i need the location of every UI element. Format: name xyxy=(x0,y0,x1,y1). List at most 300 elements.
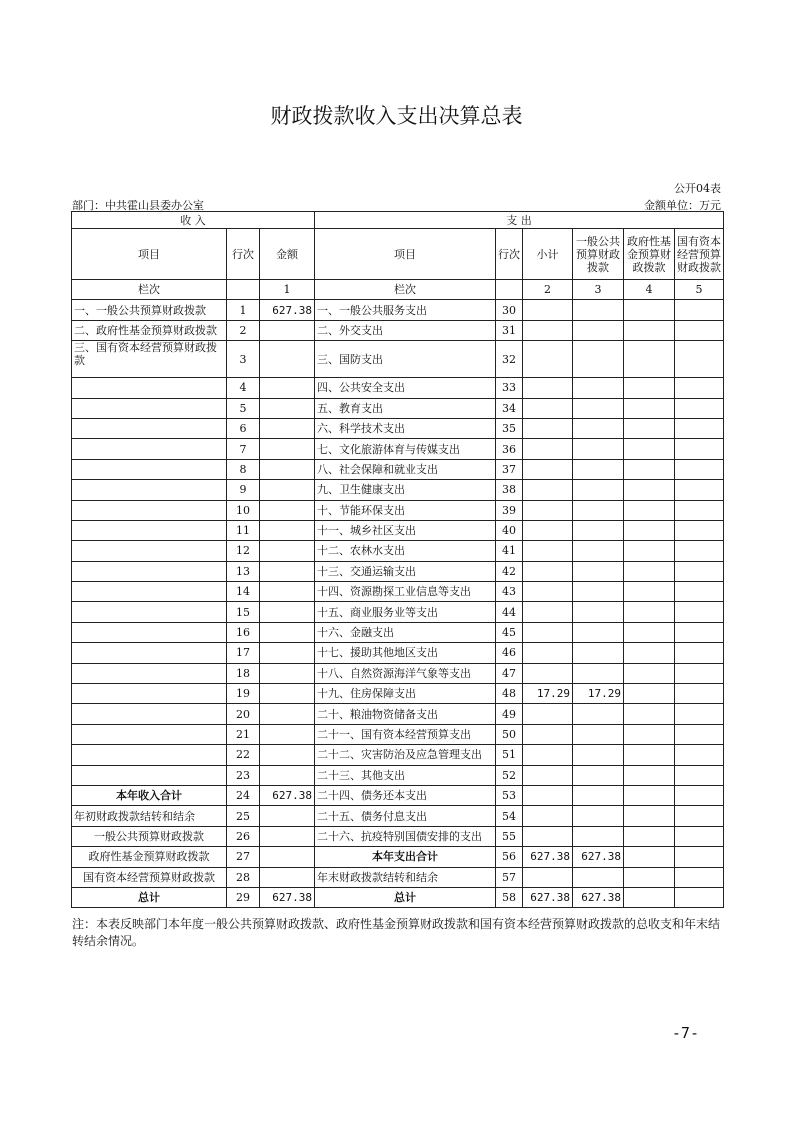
expense-item: 十二、农林水支出 xyxy=(315,541,496,561)
expense-state-capital xyxy=(675,561,724,581)
income-row-no: 10 xyxy=(227,500,260,520)
expense-item: 二十四、债务还本支出 xyxy=(315,785,496,805)
income-item: 一、一般公共预算财政拨款 xyxy=(72,300,227,320)
income-header: 收 入 xyxy=(72,212,315,229)
expense-gov-fund xyxy=(624,806,675,826)
expense-subtotal: 627.38 xyxy=(523,847,573,867)
page-title: 财政拨款收入支出决算总表 xyxy=(270,104,523,128)
expense-general xyxy=(573,500,624,520)
income-row-no: 12 xyxy=(227,541,260,561)
table-row xyxy=(72,341,724,378)
gov-fund-header: 政府性基金预算财政拨款 xyxy=(624,229,675,280)
income-amount xyxy=(260,724,315,744)
expense-row-no: 43 xyxy=(496,582,523,602)
expense-row-no: 35 xyxy=(496,418,523,438)
expense-gov-fund xyxy=(624,622,675,642)
expense-item: 十三、交通运输支出 xyxy=(315,561,496,581)
expense-gov-fund xyxy=(624,561,675,581)
expense-subtotal xyxy=(523,663,573,683)
expense-subtotal xyxy=(523,724,573,744)
expense-state-capital xyxy=(675,826,724,846)
expense-state-capital xyxy=(675,418,724,438)
expense-general xyxy=(573,602,624,622)
income-amount xyxy=(260,765,315,785)
expense-general xyxy=(573,541,624,561)
expense-row-no: 39 xyxy=(496,500,523,520)
income-amount xyxy=(260,459,315,479)
expense-gov-fund xyxy=(624,459,675,479)
expense-row-no: 55 xyxy=(496,826,523,846)
expense-gov-fund xyxy=(624,602,675,622)
footnote: 注：本表反映部门本年度一般公共预算财政拨款、政府性基金预算财政拨款和国有资本经营预算财政拨款的总收支和年末结转结余情况。 xyxy=(72,917,721,948)
income-item: 三、国有资本经营预算财政拨款 xyxy=(72,341,227,378)
table-row xyxy=(72,418,724,438)
income-item xyxy=(72,480,227,500)
expense-gov-fund xyxy=(624,378,675,398)
expense-subtotal xyxy=(523,785,573,805)
expense-subtotal: 17.29 xyxy=(523,684,573,704)
income-item: 年初财政拨款结转和结余 xyxy=(72,806,227,826)
expense-subtotal xyxy=(523,765,573,785)
page-number: -7- xyxy=(671,1024,699,1042)
income-item xyxy=(72,724,227,744)
expense-gov-fund xyxy=(624,826,675,846)
expense-row-no: 38 xyxy=(496,480,523,500)
expense-gov-fund xyxy=(624,300,675,320)
expense-subtotal xyxy=(523,806,573,826)
income-row-no: 29 xyxy=(227,887,260,907)
expense-row-no: 50 xyxy=(496,724,523,744)
income-item xyxy=(72,602,227,622)
expense-state-capital xyxy=(675,300,724,320)
expense-subtotal xyxy=(523,826,573,846)
expense-row-no: 58 xyxy=(496,887,523,907)
col-2: 2 xyxy=(523,280,573,300)
expense-gov-fund xyxy=(624,684,675,704)
table-row xyxy=(72,663,724,683)
income-row-no: 19 xyxy=(227,684,260,704)
expense-item: 总计 xyxy=(315,887,496,907)
expense-general xyxy=(573,724,624,744)
expense-state-capital xyxy=(675,785,724,805)
income-row-no: 5 xyxy=(227,398,260,418)
expense-item: 三、国防支出 xyxy=(315,341,496,378)
expense-gov-fund xyxy=(624,541,675,561)
expense-general xyxy=(573,480,624,500)
income-row-no: 9 xyxy=(227,480,260,500)
income-amount xyxy=(260,320,315,340)
expense-general xyxy=(573,398,624,418)
table-row xyxy=(72,684,724,704)
expense-state-capital xyxy=(675,500,724,520)
expense-gov-fund xyxy=(624,745,675,765)
expense-item: 二十五、债务付息支出 xyxy=(315,806,496,826)
income-row-no: 20 xyxy=(227,704,260,724)
expense-general xyxy=(573,826,624,846)
expense-state-capital xyxy=(675,704,724,724)
income-row-no: 26 xyxy=(227,826,260,846)
expense-item: 年末财政拨款结转和结余 xyxy=(315,867,496,887)
expense-gov-fund xyxy=(624,765,675,785)
income-amount xyxy=(260,561,315,581)
expense-general xyxy=(573,561,624,581)
table-row xyxy=(72,704,724,724)
expense-gov-fund xyxy=(624,500,675,520)
state-capital-header: 国有资本经营预算财政拨款 xyxy=(675,229,724,280)
income-row-no-header: 行次 xyxy=(227,229,260,280)
expense-row-no: 49 xyxy=(496,704,523,724)
expense-gov-fund xyxy=(624,724,675,744)
expense-state-capital xyxy=(675,765,724,785)
table-row xyxy=(72,320,724,340)
expense-row-no: 32 xyxy=(496,341,523,378)
income-row-no: 14 xyxy=(227,582,260,602)
income-row-no: 16 xyxy=(227,622,260,642)
expense-row-no: 36 xyxy=(496,439,523,459)
expense-subtotal xyxy=(523,745,573,765)
expense-item: 八、社会保障和就业支出 xyxy=(315,459,496,479)
income-item: 国有资本经营预算财政拨款 xyxy=(72,867,227,887)
unit-label: 金额单位：万元 xyxy=(644,199,721,212)
income-amount xyxy=(260,480,315,500)
expense-state-capital xyxy=(675,320,724,340)
income-item xyxy=(72,684,227,704)
income-row-no: 1 xyxy=(227,300,260,320)
expense-subtotal xyxy=(523,541,573,561)
expense-subtotal: 627.38 xyxy=(523,887,573,907)
expense-general xyxy=(573,806,624,826)
income-item xyxy=(72,439,227,459)
expense-lanci: 栏次 xyxy=(315,280,496,300)
expense-item: 十、节能环保支出 xyxy=(315,500,496,520)
expense-state-capital xyxy=(675,622,724,642)
income-amount xyxy=(260,500,315,520)
income-amount xyxy=(260,663,315,683)
col-1: 1 xyxy=(260,280,315,300)
expense-item: 十一、城乡社区支出 xyxy=(315,520,496,540)
table-row xyxy=(72,847,724,867)
expense-general xyxy=(573,785,624,805)
expense-state-capital xyxy=(675,378,724,398)
expense-general xyxy=(573,765,624,785)
income-amount xyxy=(260,643,315,663)
department-label: 部门：中共霍山县委办公室 xyxy=(72,199,204,212)
income-item xyxy=(72,643,227,663)
expense-state-capital xyxy=(675,341,724,378)
expense-general xyxy=(573,439,624,459)
col-5: 5 xyxy=(675,280,724,300)
expense-subtotal xyxy=(523,378,573,398)
income-amount-header: 金额 xyxy=(260,229,315,280)
income-row-no: 6 xyxy=(227,418,260,438)
income-lanci-blank xyxy=(227,280,260,300)
expense-item: 十八、自然资源海洋气象等支出 xyxy=(315,663,496,683)
income-row-no: 4 xyxy=(227,378,260,398)
table-row xyxy=(72,398,724,418)
expense-subtotal xyxy=(523,520,573,540)
expense-general xyxy=(573,663,624,683)
expense-state-capital xyxy=(675,459,724,479)
income-amount xyxy=(260,867,315,887)
expense-general: 17.29 xyxy=(573,684,624,704)
expense-item: 六、科学技术支出 xyxy=(315,418,496,438)
expense-row-no: 44 xyxy=(496,602,523,622)
expense-gov-fund xyxy=(624,320,675,340)
income-amount xyxy=(260,378,315,398)
expense-gov-fund xyxy=(624,480,675,500)
expense-state-capital xyxy=(675,602,724,622)
income-amount xyxy=(260,745,315,765)
income-item xyxy=(72,561,227,581)
income-row-no: 24 xyxy=(227,785,260,805)
table-row xyxy=(72,887,724,907)
table-row xyxy=(72,561,724,581)
expense-subtotal xyxy=(523,439,573,459)
expense-state-capital xyxy=(675,520,724,540)
table-row xyxy=(72,785,724,805)
table-row xyxy=(72,826,724,846)
expense-item: 一、一般公共服务支出 xyxy=(315,300,496,320)
expense-subtotal xyxy=(523,480,573,500)
income-item xyxy=(72,622,227,642)
expense-state-capital xyxy=(675,541,724,561)
income-item xyxy=(72,765,227,785)
income-amount xyxy=(260,541,315,561)
expense-row-no: 52 xyxy=(496,765,523,785)
income-amount xyxy=(260,341,315,378)
expense-gov-fund xyxy=(624,341,675,378)
table-row xyxy=(72,459,724,479)
table-row xyxy=(72,300,724,320)
income-item: 本年收入合计 xyxy=(72,785,227,805)
expense-subtotal xyxy=(523,704,573,724)
income-row-no: 8 xyxy=(227,459,260,479)
expense-row-no: 46 xyxy=(496,643,523,663)
table-row xyxy=(72,500,724,520)
expense-subtotal xyxy=(523,582,573,602)
expense-item: 十九、住房保障支出 xyxy=(315,684,496,704)
expense-subtotal xyxy=(523,561,573,581)
income-amount: 627.38 xyxy=(260,887,315,907)
expense-general xyxy=(573,867,624,887)
expense-gov-fund xyxy=(624,643,675,663)
expense-row-no: 45 xyxy=(496,622,523,642)
expense-item: 十七、援助其他地区支出 xyxy=(315,643,496,663)
income-item xyxy=(72,378,227,398)
expense-item: 十四、资源勘探工业信息等支出 xyxy=(315,582,496,602)
expense-gov-fund xyxy=(624,663,675,683)
income-item-header: 项目 xyxy=(72,229,227,280)
expense-general: 627.38 xyxy=(573,847,624,867)
expense-subtotal xyxy=(523,867,573,887)
income-amount xyxy=(260,418,315,438)
expense-subtotal xyxy=(523,500,573,520)
expense-row-no: 30 xyxy=(496,300,523,320)
income-item xyxy=(72,663,227,683)
income-amount xyxy=(260,582,315,602)
expense-row-no: 56 xyxy=(496,847,523,867)
expense-item: 十六、金融支出 xyxy=(315,622,496,642)
expense-gov-fund xyxy=(624,439,675,459)
expense-lanci-blank xyxy=(496,280,523,300)
expense-item: 二十一、国有资本经营预算支出 xyxy=(315,724,496,744)
expense-general: 627.38 xyxy=(573,887,624,907)
expense-row-no: 53 xyxy=(496,785,523,805)
income-amount xyxy=(260,684,315,704)
expense-gov-fund xyxy=(624,785,675,805)
income-item xyxy=(72,541,227,561)
table-row xyxy=(72,765,724,785)
col-3: 3 xyxy=(573,280,624,300)
subtotal-header: 小计 xyxy=(523,229,573,280)
expense-row-no: 42 xyxy=(496,561,523,581)
income-amount xyxy=(260,826,315,846)
income-row-no: 23 xyxy=(227,765,260,785)
expense-item: 七、文化旅游体育与传媒支出 xyxy=(315,439,496,459)
expense-state-capital xyxy=(675,684,724,704)
expense-subtotal xyxy=(523,341,573,378)
expense-item: 二十、粮油物资储备支出 xyxy=(315,704,496,724)
expense-general xyxy=(573,582,624,602)
expense-gov-fund xyxy=(624,398,675,418)
expense-general xyxy=(573,745,624,765)
expense-item: 二、外交支出 xyxy=(315,320,496,340)
income-row-no: 18 xyxy=(227,663,260,683)
expense-item-header: 项目 xyxy=(315,229,496,280)
income-amount xyxy=(260,439,315,459)
expense-general xyxy=(573,520,624,540)
income-item: 政府性基金预算财政拨款 xyxy=(72,847,227,867)
expense-general xyxy=(573,378,624,398)
table-row xyxy=(72,643,724,663)
general-budget-header: 一般公共预算财政拨款 xyxy=(573,229,624,280)
expense-gov-fund xyxy=(624,520,675,540)
expense-general xyxy=(573,300,624,320)
form-number: 公开04表 xyxy=(674,182,721,195)
expense-gov-fund xyxy=(624,867,675,887)
income-row-no: 11 xyxy=(227,520,260,540)
expense-row-no: 37 xyxy=(496,459,523,479)
income-row-no: 3 xyxy=(227,341,260,378)
expense-subtotal xyxy=(523,643,573,663)
table-row xyxy=(72,602,724,622)
expense-row-no: 48 xyxy=(496,684,523,704)
expense-subtotal xyxy=(523,398,573,418)
expense-general xyxy=(573,704,624,724)
income-row-no: 15 xyxy=(227,602,260,622)
expense-gov-fund xyxy=(624,847,675,867)
expense-state-capital xyxy=(675,847,724,867)
expense-item: 九、卫生健康支出 xyxy=(315,480,496,500)
income-amount xyxy=(260,520,315,540)
expense-general xyxy=(573,622,624,642)
expense-subtotal xyxy=(523,602,573,622)
income-lanci: 栏次 xyxy=(72,280,227,300)
expense-subtotal xyxy=(523,418,573,438)
income-row-no: 28 xyxy=(227,867,260,887)
expense-general xyxy=(573,643,624,663)
expense-state-capital xyxy=(675,582,724,602)
table-row xyxy=(72,439,724,459)
expense-row-no: 40 xyxy=(496,520,523,540)
expense-row-no: 57 xyxy=(496,867,523,887)
income-amount xyxy=(260,602,315,622)
expense-item: 五、教育支出 xyxy=(315,398,496,418)
income-item xyxy=(72,398,227,418)
expense-item: 本年支出合计 xyxy=(315,847,496,867)
expense-row-no: 34 xyxy=(496,398,523,418)
expense-item: 十五、商业服务业等支出 xyxy=(315,602,496,622)
expense-state-capital xyxy=(675,643,724,663)
expense-subtotal xyxy=(523,300,573,320)
expense-state-capital xyxy=(675,480,724,500)
expense-item: 二十二、灾害防治及应急管理支出 xyxy=(315,745,496,765)
expense-row-no: 54 xyxy=(496,806,523,826)
income-row-no: 13 xyxy=(227,561,260,581)
expense-row-no: 31 xyxy=(496,320,523,340)
income-amount xyxy=(260,622,315,642)
expense-row-no: 41 xyxy=(496,541,523,561)
budget-summary-table xyxy=(71,211,724,908)
income-amount xyxy=(260,847,315,867)
expense-state-capital xyxy=(675,887,724,907)
table-row xyxy=(72,622,724,642)
expense-row-no-header: 行次 xyxy=(496,229,523,280)
table-row xyxy=(72,806,724,826)
income-row-no: 7 xyxy=(227,439,260,459)
expense-state-capital xyxy=(675,806,724,826)
expense-gov-fund xyxy=(624,887,675,907)
expense-item: 四、公共安全支出 xyxy=(315,378,496,398)
expense-subtotal xyxy=(523,622,573,642)
expense-state-capital xyxy=(675,398,724,418)
expense-row-no: 47 xyxy=(496,663,523,683)
income-amount xyxy=(260,704,315,724)
income-row-no: 17 xyxy=(227,643,260,663)
income-item: 一般公共预算财政拨款 xyxy=(72,826,227,846)
expense-general xyxy=(573,418,624,438)
expense-state-capital xyxy=(675,663,724,683)
expense-subtotal xyxy=(523,459,573,479)
income-row-no: 22 xyxy=(227,745,260,765)
income-row-no: 27 xyxy=(227,847,260,867)
expense-subtotal xyxy=(523,320,573,340)
table-row xyxy=(72,867,724,887)
expense-item: 二十三、其他支出 xyxy=(315,765,496,785)
lanci-row xyxy=(72,280,724,300)
expense-general xyxy=(573,320,624,340)
income-item xyxy=(72,459,227,479)
income-amount: 627.38 xyxy=(260,785,315,805)
income-row-no: 2 xyxy=(227,320,260,340)
income-item xyxy=(72,582,227,602)
table-row xyxy=(72,745,724,765)
expense-state-capital xyxy=(675,724,724,744)
section-header-row xyxy=(72,212,724,229)
income-item xyxy=(72,500,227,520)
income-amount xyxy=(260,398,315,418)
table-row xyxy=(72,582,724,602)
col-4: 4 xyxy=(624,280,675,300)
income-item: 总计 xyxy=(72,887,227,907)
expense-general xyxy=(573,341,624,378)
expense-state-capital xyxy=(675,867,724,887)
income-amount: 627.38 xyxy=(260,300,315,320)
income-item xyxy=(72,745,227,765)
income-item xyxy=(72,520,227,540)
expense-state-capital xyxy=(675,439,724,459)
expense-gov-fund xyxy=(624,704,675,724)
